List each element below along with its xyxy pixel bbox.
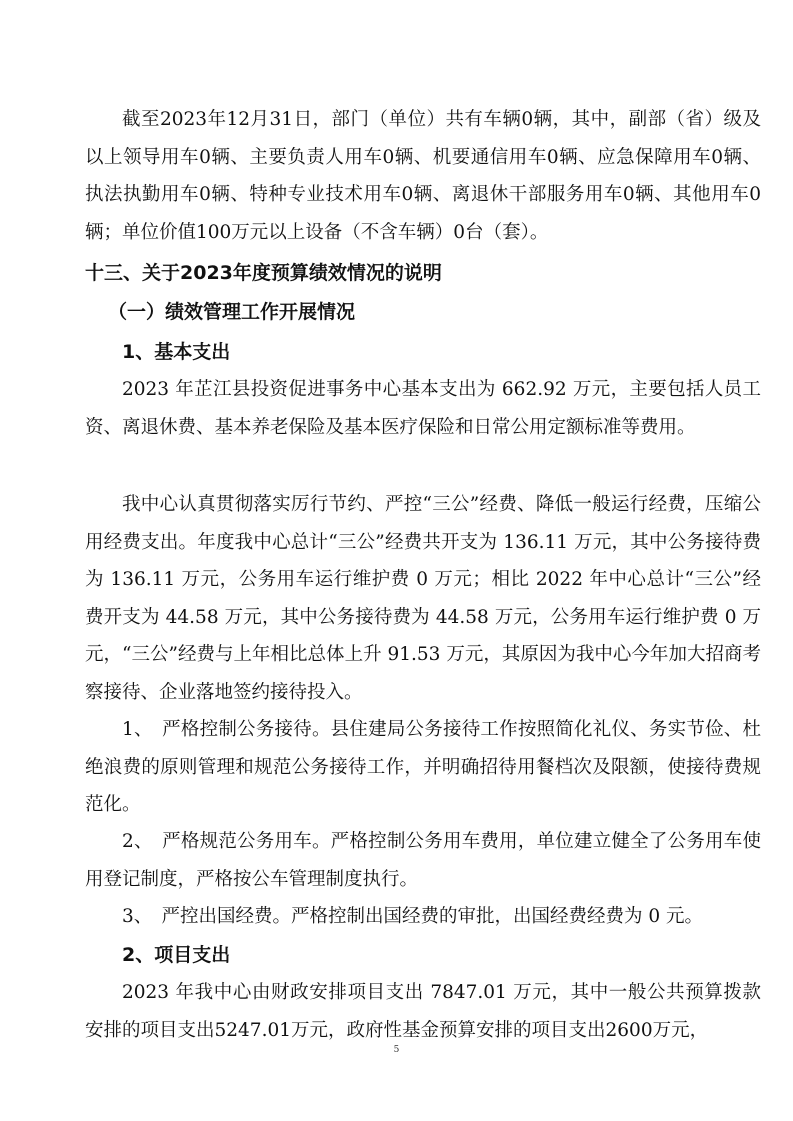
vehicle-control-paragraph: 2、 严格规范公务用车。严格控制公务用车费用，单位建立健全了公务用车使用登记制度，严格按公车管理制度执行。 (85, 831, 761, 890)
page-number: 5 (393, 1045, 400, 1055)
project-expenditure-heading: 2、项目支出 (122, 944, 231, 966)
project-expenditure-paragraph: 2023 年我中心由财政安排项目支出 7847.01 万元，其中一般公共预算拨款安排的项目支出5247.01万元，政府性基金预算安排的项目支出2600万元， (85, 982, 761, 1041)
basic-expenditure-heading: 1、基本支出 (122, 341, 231, 363)
performance-management-subheading: （一）绩效管理工作开展情况 (108, 301, 356, 323)
basic-expenditure-paragraph: 2023 年芷江县投资促进事务中心基本支出为 662.92 万元，主要包括人员工资、离退休费、基本养老保险及基本医疗保险和日常公用定额标准等费用。 (85, 379, 761, 438)
three-public-expenses-paragraph: 我中心认真贯彻落实厉行节约、严控“三公”经费、降低一般运行经费，压缩公用经费支出。年度我中心总计“三公”经费共开支为 136.11 万元，其中公务接待费为 136.11 万元，公务用车运行维护费 0 万元；相比 2022 年中心总计“三公”经费开支为 44.58 万元，其中公务接待费为 44.58 万元，公务用车运行维护费 0 万元，“三公”经费与上年相比总体上升 91.53 万元，其原因为我中心今年加大招商考察接待、企业落地签约接待投入。 (85, 494, 761, 703)
section-13-heading: 十三、关于2023年度预算绩效情况的说明 (85, 262, 442, 284)
reception-control-paragraph: 1、 严格控制公务接待。县住建局公务接待工作按照简化礼仪、务实节俭、杜绝浪费的原则管理和规范公务接待工作，并明确招待用餐档次及限额，使接待费规范化。 (85, 719, 761, 816)
vehicles-paragraph: 截至2023年12月31日，部门（单位）共有车辆0辆，其中，副部（省）级及以上领导用车0辆、主要负责人用车0辆、机要通信用车0辆、应急保障用车0辆、执法执勤用车0辆、特种专业技术用车0辆、离退休干部服务用车0辆、其他用车0辆；单位价值100万元以上设备（不含车辆）0台（套）。 (85, 109, 761, 243)
overseas-control-paragraph: 3、 严控出国经费。严格控制出国经费的审批，出国经费经费为 0 元。 (122, 906, 704, 927)
